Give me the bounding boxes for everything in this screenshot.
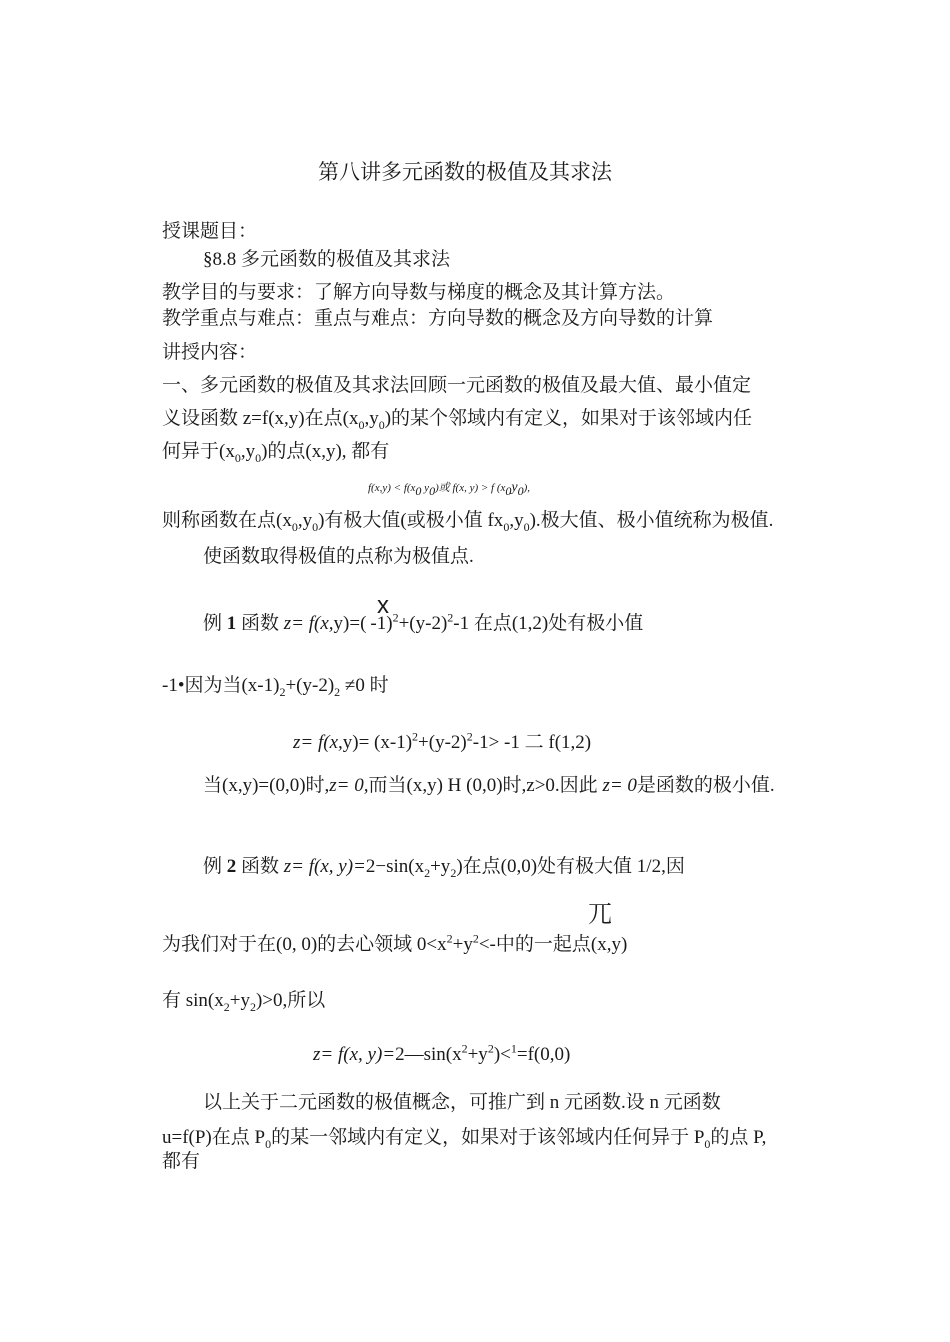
page-title: 第八讲多元函数的极值及其求法 — [318, 160, 612, 184]
example-number: 2 — [226, 856, 237, 877]
text-span: y — [421, 482, 430, 494]
text-span: )< — [493, 1044, 511, 1065]
function-symbol: z= 0, — [329, 775, 369, 796]
subscript: 0 — [358, 417, 365, 432]
text-span: 2−sin(x — [365, 856, 425, 877]
text-span: )有极大值(或极小值 fx — [318, 510, 504, 531]
text-span: 何异于(x — [162, 441, 235, 462]
text-span: 当(x,y)=(0,0)时, — [203, 775, 330, 796]
overhead-x: x — [377, 592, 389, 619]
topic-label: 授课题目： — [162, 221, 258, 242]
example2-heading — [203, 855, 685, 879]
text-span: +y — [452, 934, 473, 955]
subscript: 2 — [279, 684, 286, 699]
paragraph-line — [162, 407, 752, 431]
equation — [313, 1043, 570, 1067]
superscript: 2 — [447, 610, 454, 625]
text-span: y)= (x-1) — [342, 732, 413, 753]
text-span: f(x,y) < f(x — [368, 482, 416, 494]
subscript: 0 — [255, 450, 262, 465]
text-span: -1> -1 二 f(1,2) — [472, 732, 592, 753]
key-points: 教学重点与难点：重点与难点：方向导数的概念及方向导数的计算 — [162, 308, 714, 329]
text-span: 则称函数在点(x — [162, 510, 292, 531]
subscript: 0 — [312, 519, 319, 534]
subscript: 0 — [291, 519, 298, 534]
subscript: 0 — [505, 484, 512, 498]
function-symbol: z= 0 — [602, 775, 637, 796]
text-span: <-中的一起点(x,y) — [478, 934, 628, 955]
text-span: 例 — [203, 613, 227, 634]
text-span: -1) — [370, 613, 393, 634]
text-span: )或 f(x, y) > f (x — [435, 482, 506, 494]
text-span: y)=( — [333, 613, 367, 634]
text-span: 有 sin(x — [162, 990, 224, 1011]
superscript: 2 — [466, 729, 473, 744]
text-span: y — [511, 480, 518, 495]
example-number: 1 — [226, 613, 237, 634]
text-span: +y — [467, 1044, 488, 1065]
subscript: 0 — [523, 519, 530, 534]
inequality-formula — [368, 475, 530, 500]
subscript: 0 — [429, 484, 436, 498]
text-span: 是函数的极小值. — [636, 775, 775, 796]
equation — [293, 731, 591, 755]
teaching-goal: 教学目的与要求：了解方向导数与梯度的概念及其计算方法。 — [162, 282, 676, 303]
text-span: ,y — [297, 510, 313, 531]
paragraph-line — [162, 509, 773, 533]
text-span: )的某个邻域内有定义，如果对于该邻域内任 — [384, 408, 753, 429]
section-heading: §8.8 多元函数的极值及其求法 — [203, 249, 451, 270]
subscript: 2 — [223, 999, 230, 1014]
function-symbol: z= f(x, y)= — [313, 1044, 396, 1065]
paragraph-line — [203, 774, 775, 798]
text-span: 而当(x,y) H (0,0)时,z>0.因此 — [368, 775, 603, 796]
function-symbol: z= f(x, — [283, 613, 334, 634]
function-symbol: z= f(x, y)= — [283, 856, 366, 877]
superscript: 2 — [412, 729, 419, 744]
text-span: 函数 — [236, 856, 284, 877]
paragraph-line: 以上关于二元函数的极值概念，可推广到 n 元函数.设 n 元函数 — [203, 1092, 721, 1113]
text-span: -1•因为当(x-1) — [162, 675, 280, 696]
text-span: 义设函数 z=f(x,y)在点(x — [162, 408, 359, 429]
content-label: 讲授内容： — [162, 342, 258, 363]
paragraph-line — [162, 674, 389, 698]
text-span: ,y — [509, 510, 524, 531]
text-span: +(y-2) — [285, 675, 335, 696]
text-span: +y — [430, 856, 451, 877]
text-span: -1 在点(1,2)处有极小值 — [453, 613, 644, 634]
superscript: 1 — [510, 1041, 517, 1056]
text-span: 函数 — [236, 613, 284, 634]
function-symbol: z= f(x, — [293, 732, 343, 753]
superscript: 2 — [446, 931, 453, 946]
subscript: 2 — [334, 684, 341, 699]
paragraph-line: 都有 — [162, 1151, 201, 1172]
text-span: 2—sin(x — [395, 1044, 462, 1065]
text-span: ,y — [364, 408, 379, 429]
text-span: =f(0,0) — [516, 1044, 571, 1065]
text-span: 为我们对于在(0, 0)的去心领域 0<x — [162, 934, 447, 955]
paragraph-line: 使函数取得极值的点称为极值点. — [203, 546, 474, 567]
text-span: )>0,所以 — [255, 990, 326, 1011]
text-span: ), — [523, 482, 531, 494]
text-span: +y — [229, 990, 250, 1011]
text-span: +(y-2) — [398, 613, 448, 634]
superscript: 2 — [392, 610, 399, 625]
subscript: 2 — [450, 865, 457, 880]
superscript: 2 — [472, 931, 479, 946]
subscript: 0 — [415, 484, 422, 498]
pi-symbol: 兀 — [588, 900, 612, 928]
paragraph-line — [162, 440, 389, 464]
text-span: )在点(0,0)处有极大值 1/2,因 — [456, 856, 685, 877]
subscript: 0 — [265, 1136, 272, 1151]
text-span: 例 — [203, 856, 227, 877]
text-span: ).极大值、极小值统称为极值. — [529, 510, 774, 531]
subscript: 0 — [378, 417, 385, 432]
text-span: 的点 P, — [710, 1127, 767, 1148]
subscript: 2 — [249, 999, 256, 1014]
paragraph-line — [162, 933, 627, 957]
subscript: 0 — [704, 1136, 711, 1151]
subscript: 0 — [517, 484, 524, 498]
subscript: 0 — [234, 450, 241, 465]
paragraph-line: 一、多元函数的极值及其求法回顾一元函数的极值及最大值、最小值定 — [162, 375, 752, 396]
text-span: 的某一邻域内有定义，如果对于该邻域内任何异于 P — [271, 1127, 705, 1148]
subscript: 2 — [424, 865, 431, 880]
text-span: ≠0 时 — [340, 675, 389, 696]
text-span: ,y — [240, 441, 256, 462]
text-span: +(y-2) — [418, 732, 467, 753]
paragraph-line — [162, 1126, 766, 1150]
text-span: u=f(P)在点 P — [162, 1127, 266, 1148]
subscript: 0 — [503, 519, 510, 534]
text-span: )的点(x,y), 都有 — [261, 441, 390, 462]
example1-heading — [203, 612, 643, 636]
superscript: 2 — [487, 1041, 494, 1056]
paragraph-line — [162, 989, 325, 1013]
superscript: 2 — [461, 1041, 468, 1056]
